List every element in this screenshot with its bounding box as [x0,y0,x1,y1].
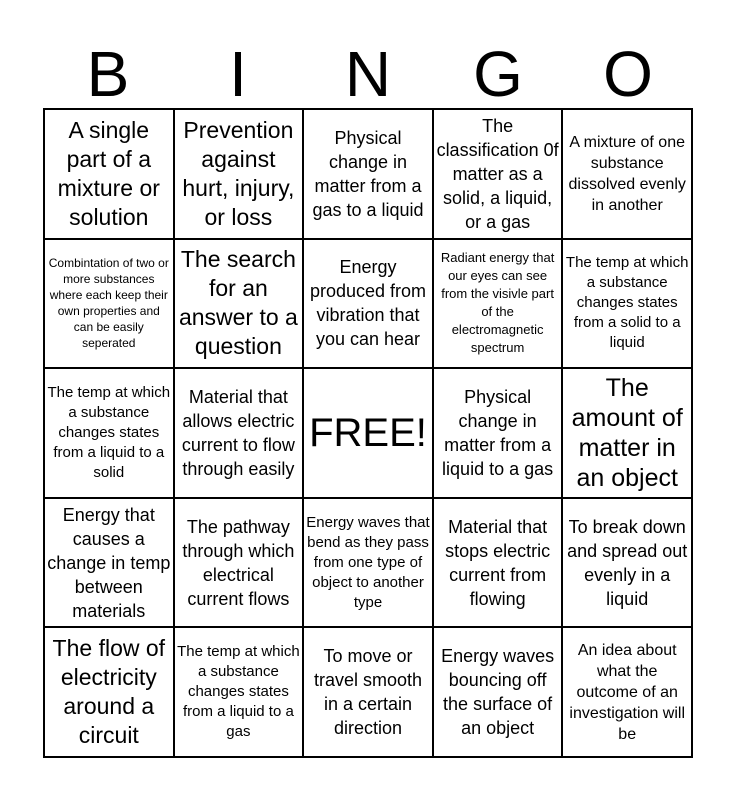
bingo-header [43,40,693,108]
header-letter-n: N [344,38,392,110]
cell-text: The amount of matter in an object [571,373,683,492]
cell-text: Energy that causes a change in temp between materials [47,504,171,621]
bingo-cell-r3c4[interactable] [433,368,563,498]
bingo-card-grid [43,108,693,758]
cell-text: Physical change in matter from a gas to a liquid [312,127,424,220]
cell-text: A mixture of one substance dissolved evenly in another [568,133,686,214]
cell-text: Energy waves that bend as they pass from one type of object to another type [306,513,430,611]
bingo-cell-r2c1[interactable] [44,239,174,369]
bingo-cell-r1c1[interactable] [44,109,174,239]
cell-text: A single part of a mixture or solution [57,116,160,230]
cell-text: The temp at which a substance changes states from a liquid to a solid [47,383,171,481]
bingo-cell-r5c3[interactable] [303,627,433,757]
bingo-cell-r3c1[interactable] [44,368,174,498]
bingo-cell-r1c5[interactable] [562,109,692,239]
cell-text: An idea about what the outcome of an investigation will be [569,641,685,743]
bingo-cell-r1c4[interactable] [433,109,563,239]
bingo-cell-r4c1[interactable] [44,498,174,628]
cell-text: The search for an answer to a question [178,246,298,360]
cell-text: The pathway through which electrical current flows [182,516,295,609]
bingo-cell-r2c2[interactable] [174,239,304,369]
cell-text: Material that allows electric current to flow through easily [181,386,295,479]
cell-text: Material that stops electric current from flowing [445,516,551,609]
bingo-cell-r3c2[interactable] [174,368,304,498]
bingo-cell-r2c4[interactable] [433,239,563,369]
cell-text: Energy produced from vibration that you can hear [309,257,427,350]
cell-text: FREE! [309,410,427,455]
cell-text: To move or travel smooth in a certain direction [313,646,423,739]
cell-text: Prevention against hurt, injury, or loss [182,116,295,230]
bingo-cell-r5c4[interactable] [433,627,563,757]
bingo-cell-r5c2[interactable] [174,627,304,757]
cell-text: Physical change in matter from a liquid to a gas [442,386,554,479]
bingo-cell-free[interactable] [303,368,433,498]
header-letter-b: B [86,38,130,110]
header-letter-i: I [229,38,247,110]
cell-text: The flow of electricity around a circuit [52,635,166,749]
cell-text: Combintation of two or more substances where each keep their own properties and can be easily seperated [48,256,169,351]
bingo-cell-r2c5[interactable] [562,239,692,369]
cell-text: Energy waves bouncing off the surface of an object [441,646,555,739]
bingo-cell-r4c4[interactable] [433,498,563,628]
cell-text: Radiant energy that our eyes can see from the visivle part of the electromagnetic spectrum [440,250,555,356]
bingo-cell-r5c5[interactable] [562,627,692,757]
header-letter-g: G [473,38,523,110]
bingo-cell-r2c3[interactable] [303,239,433,369]
cell-text: To break down and spread out evenly in a liquid [567,516,688,609]
bingo-cell-r3c5[interactable] [562,368,692,498]
cell-text: The classification 0f matter as a solid, a liquid, or a gas [436,115,559,232]
bingo-cell-r5c1[interactable] [44,627,174,757]
cell-text: The temp at which a substance changes states from a liquid to a gas [177,643,300,741]
bingo-cell-r1c2[interactable] [174,109,304,239]
bingo-cell-r4c2[interactable] [174,498,304,628]
header-letter-o: O [603,38,653,110]
bingo-cell-r4c3[interactable] [303,498,433,628]
bingo-cell-r4c5[interactable] [562,498,692,628]
bingo-cell-r1c3[interactable] [303,109,433,239]
cell-text: The temp at which a substance changes states from a solid to a liquid [565,254,689,352]
